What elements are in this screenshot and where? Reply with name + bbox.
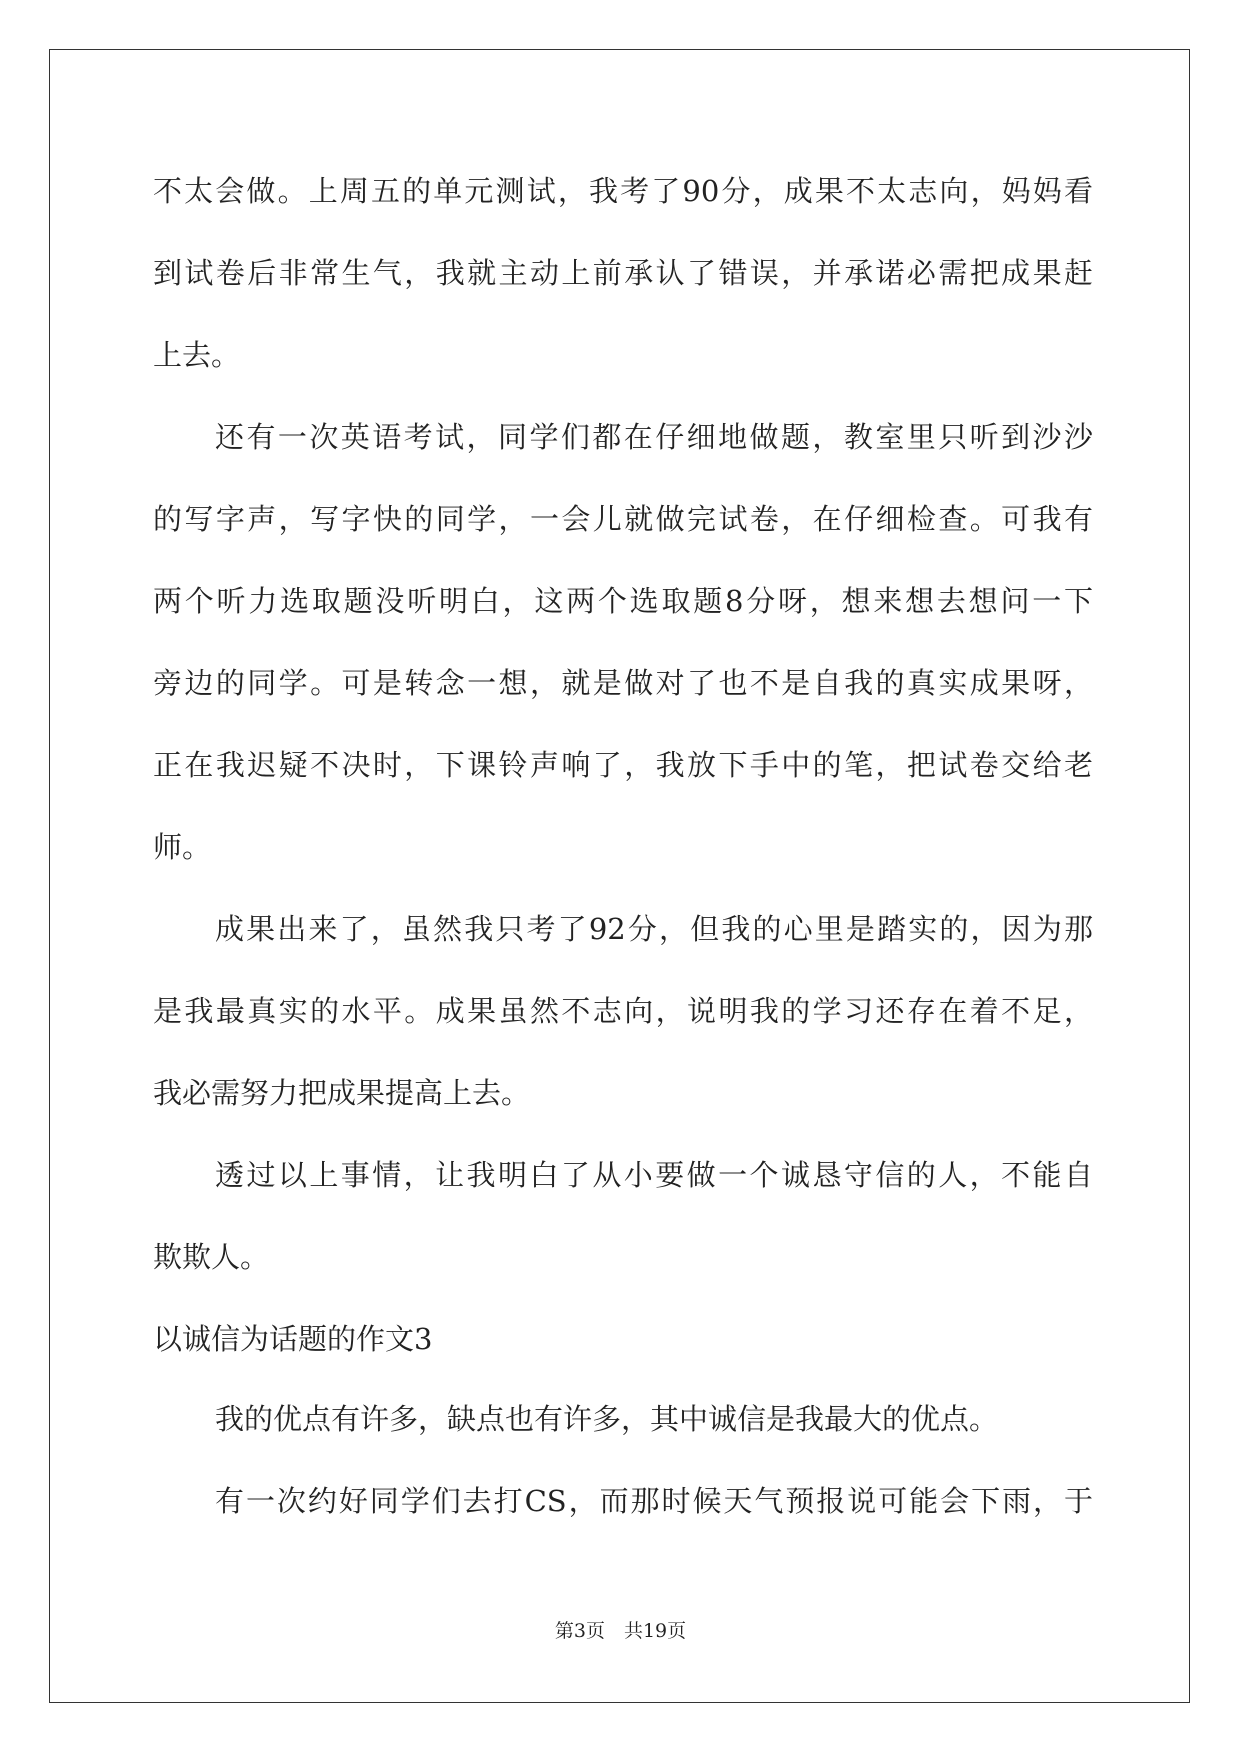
text-line: 正在我迟疑不决时，下课铃声响了，我放下手中的笔，把试卷交给老: [153, 748, 1093, 782]
text-line: 成果出来了，虽然我只考了92分，但我的心里是踏实的，因为那: [215, 912, 1093, 946]
text-line: 两个听力选取题没听明白，这两个选取题8分呀，想来想去想问一下: [153, 584, 1093, 618]
text-line: 旁边的同学。可是转念一想，就是做对了也不是自我的真实成果呀，: [153, 666, 1093, 700]
document-body: [153, 160, 1093, 1552]
text-line: 我必需努力把成果提高上去。: [153, 1076, 531, 1110]
text-line: 我的优点有许多，缺点也有许多，其中诚信是我最大的优点。: [215, 1402, 999, 1436]
text-line: 还有一次英语考试，同学们都在仔细地做题，教室里只听到沙沙: [215, 420, 1093, 454]
text-line: 有一次约好同学们去打CS，而那时候天气预报说可能会下雨，于: [215, 1484, 1093, 1518]
text-line: 到试卷后非常生气，我就主动上前承认了错误，并承诺必需把成果赶: [153, 256, 1093, 290]
text-line: 师。: [153, 830, 212, 864]
text-line: 不太会做。上周五的单元测试，我考了90分，成果不太志向，妈妈看: [153, 174, 1093, 208]
text-line: 上去。: [153, 338, 241, 372]
section-heading: 以诚信为话题的作文3: [153, 1322, 433, 1356]
page-number-footer: 第3页 共19页: [554, 1620, 687, 1642]
text-line: 欺欺人。: [153, 1240, 270, 1274]
text-line: 的写字声，写字快的同学，一会儿就做完试卷，在仔细检查。可我有: [153, 502, 1093, 536]
text-line: 透过以上事情，让我明白了从小要做一个诚恳守信的人，不能自: [215, 1158, 1093, 1192]
text-line: 是我最真实的水平。成果虽然不志向，说明我的学习还存在着不足，: [153, 994, 1093, 1028]
